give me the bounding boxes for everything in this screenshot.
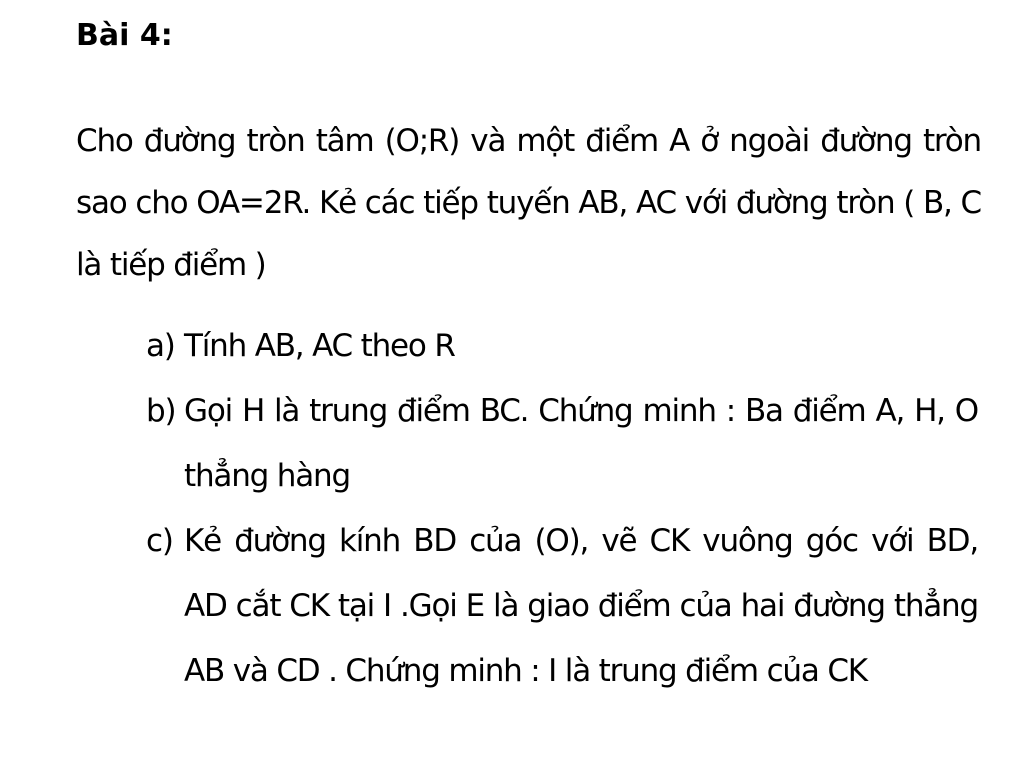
question-list [146,314,978,704]
question-b-label: b) [146,393,176,429]
question-b [146,379,978,509]
question-a [146,314,978,379]
question-a-text: Tính AB, AC theo R [184,328,455,364]
problem-statement: Cho đường tròn tâm (O;R) và một điểm A ở ngoài đường tròn sao cho OA=2R. Kẻ các tiếp tuyến AB, AC với đường tròn ( B, C là tiếp điểm ) [76,123,981,283]
question-c-label: c) [146,523,173,559]
question-b-text: Gọi H là trung điểm BC. Chứng minh : Ba điểm A, H, O thẳng hàng [184,393,978,494]
question-a-label: a) [146,328,175,364]
exercise-title: Bài 4: [76,18,173,53]
question-c-text: Kẻ đường kính BD của (O), vẽ CK vuông góc với BD, AD cắt CK tại I .Gọi E là giao điểm của hai đường thẳng AB và CD . Chứng minh : I là trung điểm của CK [184,523,978,689]
question-c [146,509,978,704]
